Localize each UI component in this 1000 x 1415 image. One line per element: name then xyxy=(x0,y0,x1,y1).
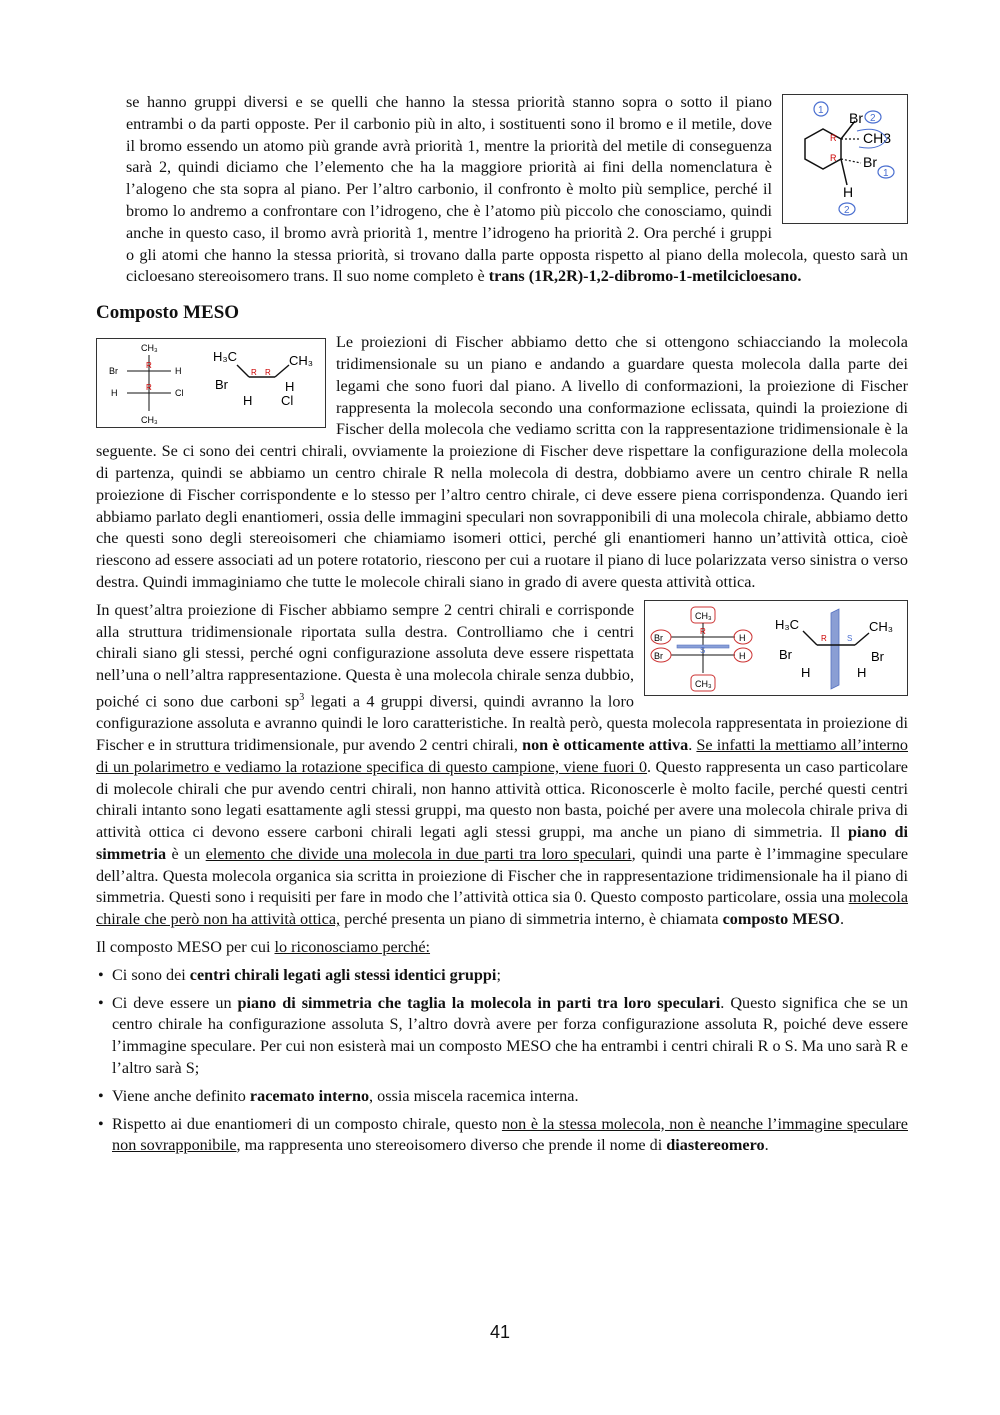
priority-1a: 1 xyxy=(818,105,824,116)
svg-text:H₃C: H₃C xyxy=(775,616,800,632)
priority-2b: 2 xyxy=(844,205,850,216)
list-item: • Rispetto ai due enantiomeri di un composto chirale, questo non è la stessa molecola, non è neanche l’immagine speculare non sovrapponibile, ma rappresenta uno stereoisomero diverso che prende il nome di diastereomero. xyxy=(96,1114,908,1158)
svg-text:Br: Br xyxy=(779,646,792,662)
svg-text:Br: Br xyxy=(109,366,118,377)
svg-text:Br: Br xyxy=(654,632,663,643)
paragraph-1: se hanno gruppi diversi e se quelli che hanno la stessa priorità stanno sopra o sotto il piano entrambi o da parti opposte. Per il carbonio più in alto, i sostituenti sono il bromo e il metile, dove il bromo essendo un atomo più grande avrà priorità 1, mentre la priorità del metile di conseguenza sarà 2, quindi diciamo che l’elemento che ha la maggiore priorità ai fini della nomenclatura è l’alogeno che sta sopra al piano. Per l’altro carbonio, il confronto è molto più semplice, perché il bromo lo andremo a confrontare con l’idrogeno, che è l’atomo più piccolo che conosciamo, quindi anche in questo caso, il bromo avrà priorità 1, mentre l’idrogeno ha priorità 2. Ora perché i gruppi o gli atomi che hanno la stessa priorità, si trovano dalla parte opposta rispetto al piano della molecola, questo sarà un cicloesano stereoisomero trans. Il suo nome completo è trans (1R,2R)-1,2-dibromo-1-metilcicloesano. xyxy=(126,93,908,286)
label-h: H xyxy=(843,184,854,200)
page-content xyxy=(96,92,908,1163)
paragraph-4: Il composto MESO per cui lo riconosciamo perché: xyxy=(96,938,431,957)
list-item: • Ci sono dei centri chirali legati agli stessi identici gruppi; xyxy=(96,965,908,987)
svg-text:CH₃: CH₃ xyxy=(695,678,712,689)
svg-text:CH₃: CH₃ xyxy=(289,353,314,369)
priority-1b: 1 xyxy=(883,168,889,179)
meso-criteria-list xyxy=(96,965,908,1157)
section-heading: Composto MESO xyxy=(96,302,240,324)
svg-text:H₃C: H₃C xyxy=(213,349,238,365)
svg-text:H: H xyxy=(801,664,811,680)
fischer-figure-1 xyxy=(96,338,326,428)
svg-text:R: R xyxy=(821,633,827,643)
svg-text:CH₃: CH₃ xyxy=(141,415,158,426)
meso-figure xyxy=(644,600,908,696)
svg-text:R: R xyxy=(146,383,152,393)
label-r1: R xyxy=(830,133,837,143)
cyclohexane-figure xyxy=(782,94,908,224)
svg-text:S: S xyxy=(847,633,853,643)
svg-text:H: H xyxy=(175,366,182,377)
label-ch3: CH3 xyxy=(863,130,892,146)
svg-text:CH₃: CH₃ xyxy=(141,343,158,354)
svg-text:R: R xyxy=(700,626,706,636)
priority-2a: 2 xyxy=(870,113,876,124)
list-item: • Ci deve essere un piano di simmetria che taglia la molecola in parti tra loro speculari. Questo significa che se un centro chirale ha configurazione assoluta S, l’altro dovrà avere per forza configurazione assoluta R, poiché deve essere l’immagine speculare. Per cui non esisterà mai un composto MESO che ha entrambi i centri chirali R o S. Ma uno sarà R e l’altro sarà S; xyxy=(96,993,908,1080)
svg-text:R: R xyxy=(146,361,152,371)
label-br-bottom: Br xyxy=(863,154,877,170)
svg-text:S: S xyxy=(700,645,706,655)
svg-text:Br: Br xyxy=(654,650,663,661)
svg-text:CH₃: CH₃ xyxy=(869,618,894,634)
svg-text:H: H xyxy=(285,379,295,395)
svg-text:Br: Br xyxy=(215,377,228,393)
svg-text:H: H xyxy=(243,393,253,409)
svg-text:R: R xyxy=(251,368,257,378)
svg-text:R: R xyxy=(265,368,271,378)
list-item: • Viene anche definito racemato interno, ossia miscela racemica interna. xyxy=(96,1086,908,1108)
svg-text:CH₃: CH₃ xyxy=(695,610,712,621)
svg-text:Br: Br xyxy=(871,648,884,664)
page-number: 41 xyxy=(489,1322,511,1342)
svg-text:Cl: Cl xyxy=(175,388,184,399)
paragraph-3: In quest’altra proiezione di Fischer abbiamo sempre 2 centri chirali e corrisponde alla struttura tridimensionale riportata sulla destra. Controlliamo che i centri chirali siano gli stessi, perché ogni configurazione assoluta deve essere rispettata nell’una o nell’altra rappresentazione. Questa è una molecola chirale senza dubbio, poiché ci sono due carboni $sp^3$ legati a 4 gruppi diversi, quindi avranno la loro configurazione assoluta e avranno quindi le loro caratteristiche. In realtà però, questa molecola rappresentata in proiezione di Fischer e in struttura tridimensionale, pur avendo 2 centri chirali, non è otticamente attiva. Se infatti la mettiamo all’interno di un polarimetro e vediamo la rotazione specifica di questo campione, viene fuori 0. Questo rappresenta un caso particolare di molecole chirali che pur avendo centri chirali, non hanno attività ottica. Riconoscerle è molto facile, perché questi centri chirali intanto sono legati esattamente agli stessi gruppi, ma questo non basta, poiché per avere una molecola chirale priva di attività ottica ci devono essere carboni chirali legati agli stessi gruppi, ma anche un piano di simmetria. Il piano di simmetria è un elemento che divide una molecola in due parti tra loro speculari, quindi una parte è l’immagine speculare dell’altra. Questa molecola organica sia scritta in proiezione di Fischer che in rappresentazione tridimensionale ha il piano di simmetria. Questi sono i requisiti per fare in modo che l’attività ottica sia 0. Questo composto particolare, ossia una molecola chirale che però non ha attività ottica, perché presenta un piano di simmetria interno, è chiamata composto MESO. xyxy=(96,600,909,929)
svg-text:H: H xyxy=(111,388,118,399)
svg-text:H: H xyxy=(857,664,867,680)
svg-text:Cl: Cl xyxy=(281,393,294,409)
label-r2: R xyxy=(830,153,837,163)
svg-text:H: H xyxy=(739,650,746,661)
paragraph-2: Le proiezioni di Fischer abbiamo detto che si ottengono schiacciando la molecola tridimensionale su un piano e andando a guardare questa molecola dalla parte dei legami che sono fuori dal piano. A livello di conformazioni, la proiezione di Fischer rappresenta la molecola secondo una conformazione eclissata, quindi la proiezione di Fischer della molecola che vediamo scritta con la rappresentazione tridimensionale è la seguente. Se ci sono dei centri chirali, ovviamente la proiezione di Fischer deve rispettare la configurazione della molecola di partenza, quindi se abbiamo un centro chirale R nella molecola di destra, dobbiamo avere un centro chirale R nella proiezione di Fischer corrispondente e lo stesso per l’altro centro chirale, ci deve essere piena corrispondenza. Quando ieri abbiamo parlato degli enantiomeri, ossia delle immagini speculari non sovrapponibili di una molecola chirale, abbiamo detto che questi sono degli stereoisomeri che chiamiamo isomeri ottici, perché gli enantiomeri hanno un’attività ottica, cioè riescono ad essere associati ad un potere rotatorio, riescono per cui a ruotare il piano di luce polarizzata verso sinistra o verso destra. Quindi immaginiamo che tutte le molecole chirali siano in grado di avere questa attività ottica. xyxy=(96,333,908,591)
svg-text:H: H xyxy=(739,632,746,643)
label-br-top: Br xyxy=(849,110,863,126)
